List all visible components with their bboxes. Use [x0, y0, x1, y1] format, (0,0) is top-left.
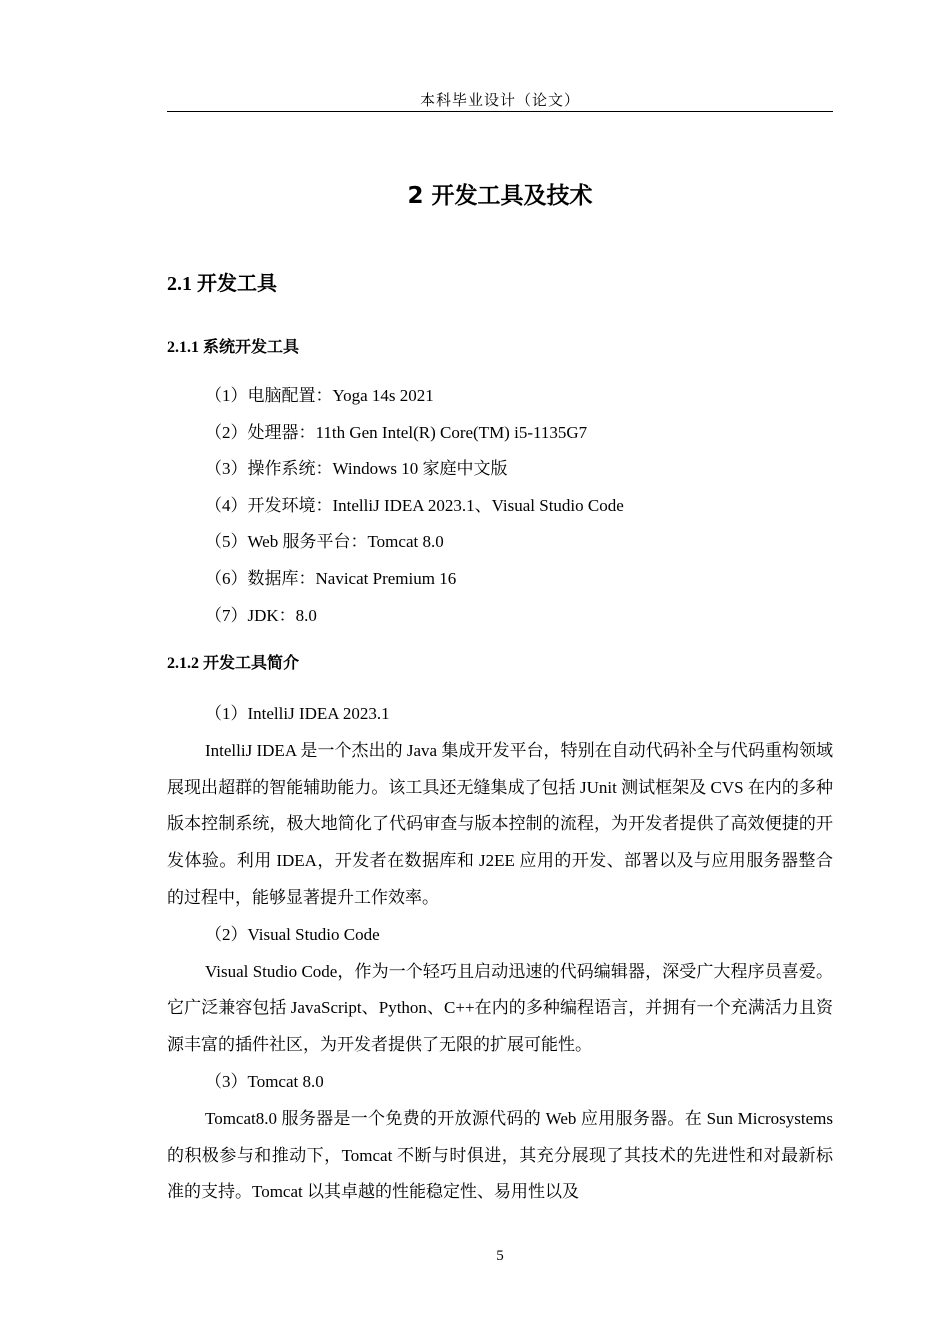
list-item: （3）操作系统：Windows 10 家庭中文版: [205, 459, 508, 479]
running-header: 本科毕业设计（论文）: [419, 93, 580, 109]
list-item: （7）JDK：8.0: [205, 605, 317, 625]
tool-text-tomcat: Tomcat8.0 服务器是一个免费的开放源代码的 Web 应用服务器。在 Sun Microsystems 的积极参与和推动下，Tomcat 不断与时俱进，其充分展现了其技术的先进性和对最新标准的支持。Tomcat 以其卓越的性能稳定性、易用性以及: [167, 1108, 833, 1202]
section-2-1-1-heading: 2.1.1 系统开发工具: [167, 339, 300, 356]
tool-text-vscode: Visual Studio Code，作为一个轻巧且启动迅速的代码编辑器，深受广大程序员喜爱。它广泛兼容包括 JavaScript、Python、C++在内的多种编程语言，并拥有一个充满活力且资源丰富的插件社区，为开发者提供了无限的扩展可能性。: [167, 961, 833, 1055]
page-number: 5: [496, 1248, 504, 1264]
header-rule: [167, 111, 833, 112]
list-item: （2）处理器：11th Gen Intel(R) Core(TM) i5-1135G7: [205, 422, 588, 442]
list-item: （4）开发环境：IntelliJ IDEA 2023.1、Visual Studio Code: [205, 495, 624, 515]
list-item: （6）数据库：Navicat Premium 16: [205, 568, 457, 588]
tool-heading-tomcat: （3）Tomcat 8.0: [205, 1071, 324, 1091]
tool-descriptions: [167, 696, 833, 1211]
list-item: （1）电脑配置：Yoga 14s 2021: [205, 386, 434, 405]
tool-heading-intellij: （1）IntelliJ IDEA 2023.1: [205, 704, 390, 723]
tool-heading-vscode: （2）Visual Studio Code: [205, 924, 380, 944]
list-item: （5）Web 服务平台：Tomcat 8.0: [205, 532, 444, 552]
section-2-1-2-heading: 2.1.2 开发工具简介: [167, 655, 300, 672]
dev-environment-list: [205, 378, 624, 634]
tool-text-intellij: IntelliJ IDEA 是一个杰出的 Java 集成开发平台，特别在自动代码补全与代码重构领域展现出超群的智能辅助能力。该工具还无缝集成了包括 JUnit 测试框架及 CVS 在内的多种版本控制系统，极大地简化了代码审查与版本控制的流程，为开发者提供了高效便捷的开发体验。利用 IDEA，开发者在数据库和 J2EE 应用的开发、部署以及与应用服务器整合的过程中，能够显著提升工作效率。: [167, 740, 833, 907]
section-2-1-heading: 2.1 开发工具: [167, 273, 277, 295]
chapter-title: 2 开发工具及技术: [407, 183, 593, 209]
